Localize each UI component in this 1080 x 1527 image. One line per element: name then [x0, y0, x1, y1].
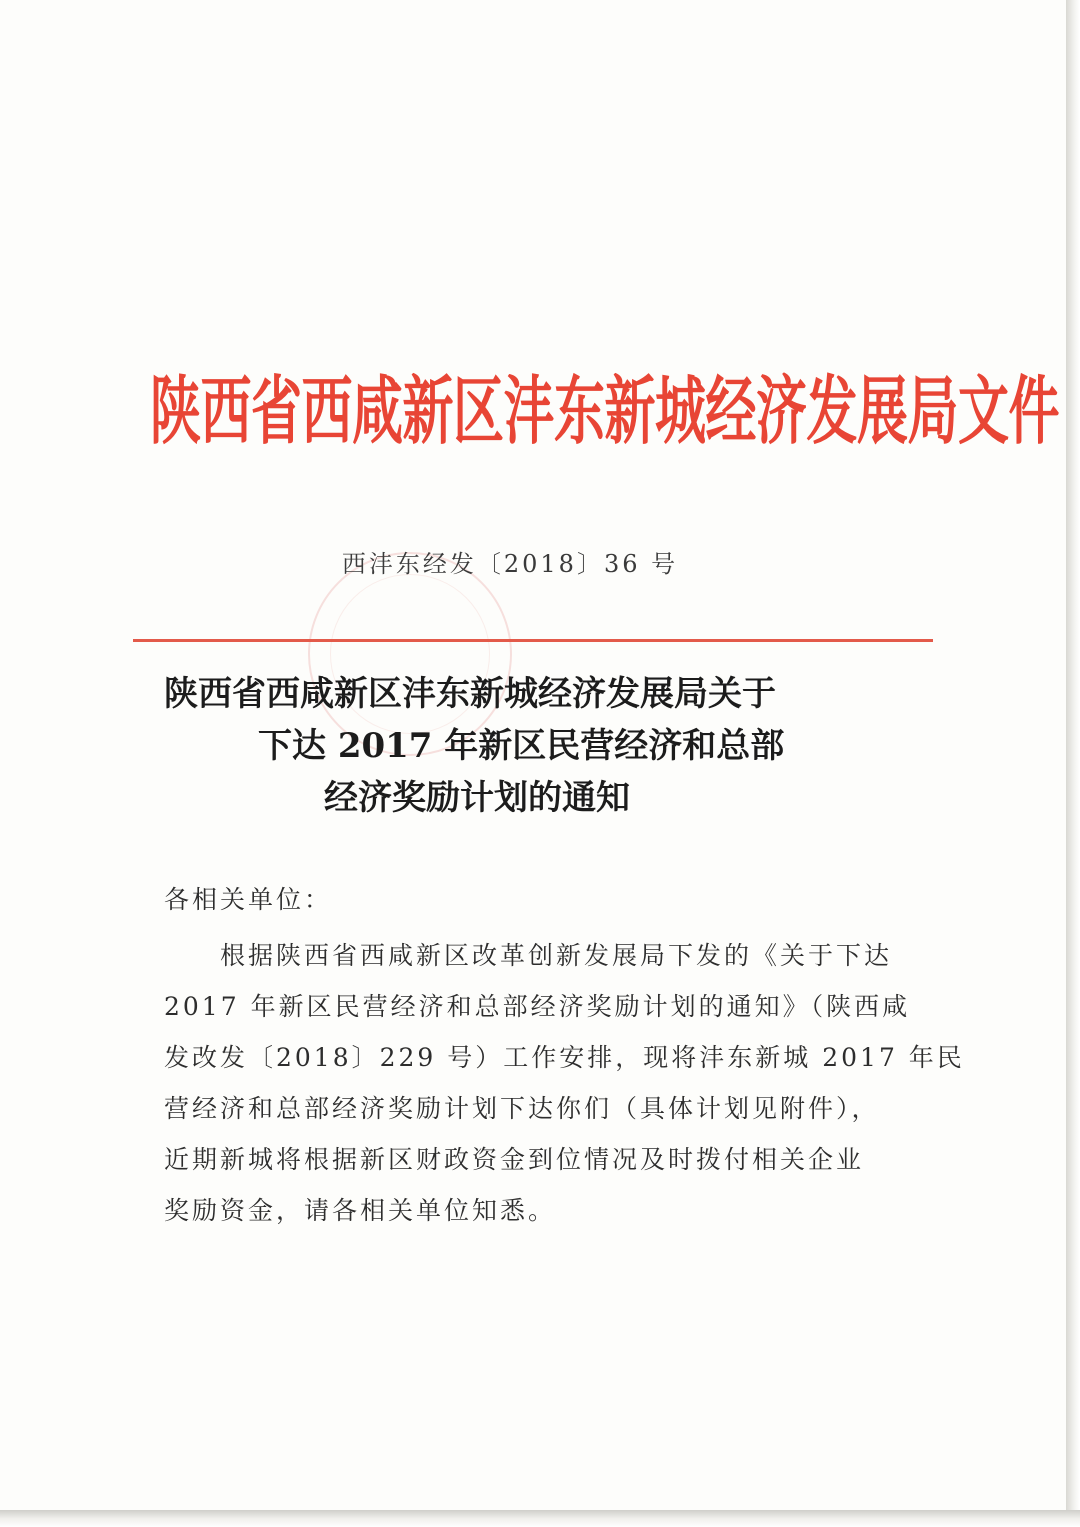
notice-title [150, 668, 910, 824]
notice-title-line-3: 经济奖励计划的通知 [324, 778, 630, 818]
document-number: 西沣东经发〔2018〕36 号 [341, 550, 679, 578]
scan-edge-bottom [0, 1510, 1080, 1527]
salutation: 各相关单位： [164, 885, 333, 914]
body-line-5: 近期新城将根据新区财政资金到位情况及时拨付相关企业 [164, 1145, 865, 1174]
notice-body [164, 930, 965, 1236]
body-line-2: 2017 年新区民营经济和总部经济奖励计划的通知》（陕西咸 [164, 992, 911, 1021]
red-divider-line [133, 639, 933, 642]
red-header-title: 陕西省西咸新区沣东新城经济发展局文件 [150, 368, 1060, 456]
body-line-1: 根据陕西省西咸新区改革创新发展局下发的《关于下达 [220, 941, 893, 970]
notice-title-line-1: 陕西省西咸新区沣东新城经济发展局关于 [164, 674, 776, 714]
body-line-4: 营经济和总部经济奖励计划下达你们（具体计划见附件）， [164, 1094, 880, 1123]
body-line-6: 奖励资金，请各相关单位知悉。 [164, 1196, 557, 1225]
scan-edge-right [1066, 0, 1080, 1527]
body-line-3: 发改发〔2018〕229 号）工作安排，现将沣东新城 2017 年民 [164, 1043, 965, 1072]
notice-title-line-2: 下达 2017 年新区民营经济和总部 [258, 726, 785, 766]
